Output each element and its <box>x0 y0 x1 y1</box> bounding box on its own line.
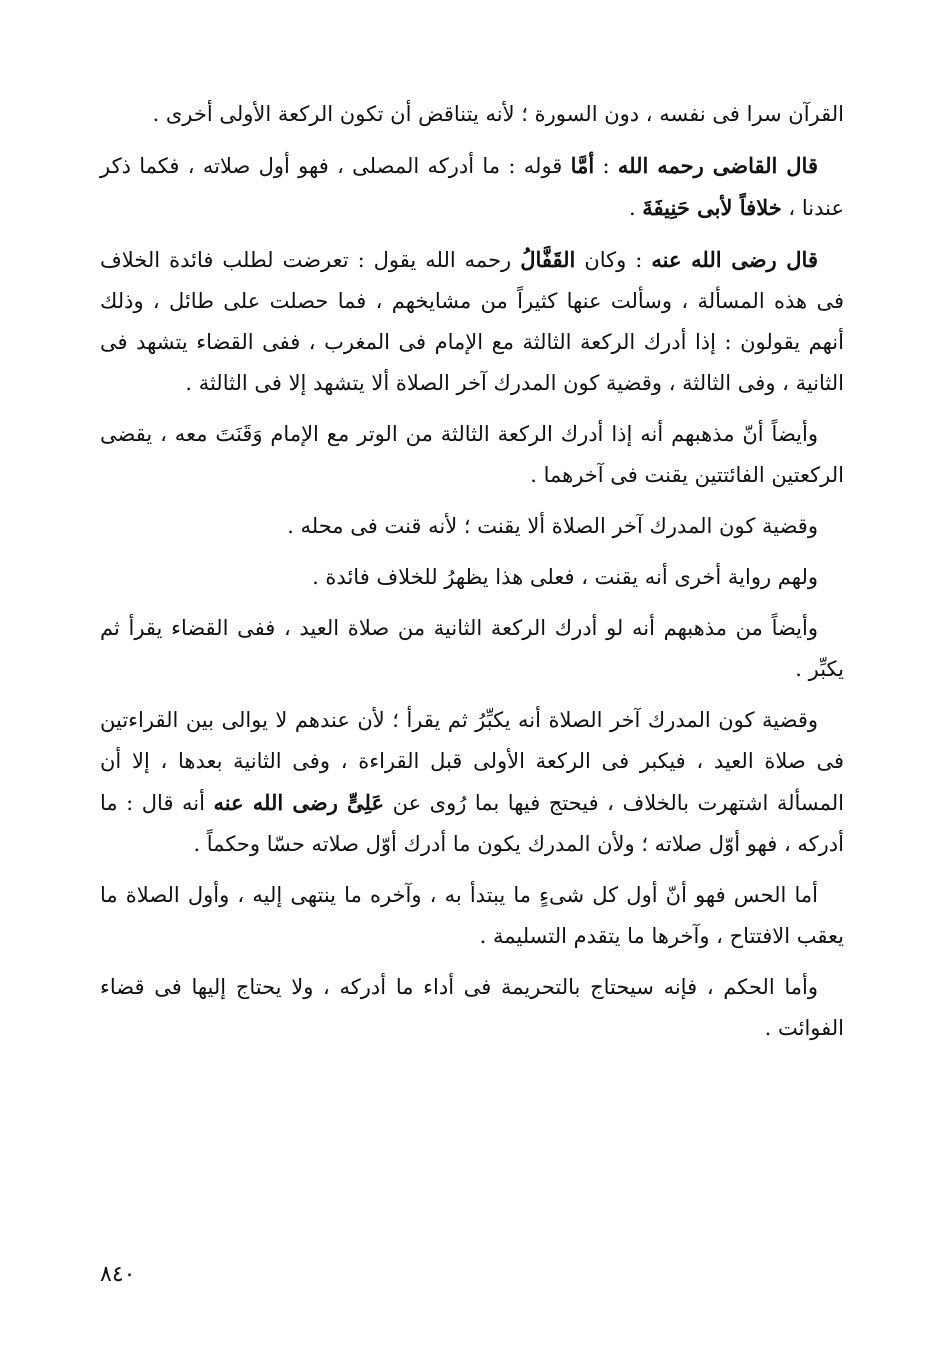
text-segment: أما الحس فهو أنّ أول كل شىءٍ ما يبتدأ به ، وآخره ما ينتهى إليه ، وأول الصلاة ما يعقب الافتتاح ، وآخرها ما يتقدم التسليمة . <box>100 883 844 948</box>
text-segment: القرآن سرا فى نفسه ، دون السورة ؛ لأنه يتناقض أن تكون الركعة الأولى أخرى . <box>152 102 844 126</box>
body-text <box>100 94 844 1059</box>
text-segment: : <box>594 154 618 178</box>
text-segment: رحمه الله يقول : تعرضت لطلب فائدة الخلاف فى هذه المسألة ، وسألت عنها كثيراً من مشايخهم ، فما حصلت على طائل ، وذلك أنهم يقولون : إذا أدرك الركعة الثالثة مع الإمام فى المغرب ، ففى القضاء يتشهد فى الثانية ، وفى الثالثة ، وقضية كون المدرك آخر الصلاة ألا يتشهد إلا فى الثالثة . <box>100 248 844 395</box>
bold-text-segment: قال القاضى رحمه الله <box>617 153 818 178</box>
paragraph <box>100 608 844 690</box>
paragraph <box>100 700 844 865</box>
paragraph <box>100 875 844 957</box>
bold-text-segment: القَفَّالُ <box>520 247 576 272</box>
paragraph <box>100 94 844 135</box>
paragraph <box>100 967 844 1049</box>
text-segment: قوله : ما أدركه المصلى ، فهو أول صلاته ، فكما ذكر عندنا ، <box>100 154 844 220</box>
bold-text-segment: خلافاً لأبى حَنِيفَةَ <box>642 195 782 220</box>
text-segment: وأما الحكم ، فإنه سيحتاج بالتحريمة فى أداء ما أدركه ، ولا يحتاج إليها فى قضاء الفوائت . <box>100 975 844 1040</box>
text-segment: وأيضاً من مذهبهم أنه لو أدرك الركعة الثانية من صلاة العيد ، ففى القضاء يقرأ ثم يكبِّر . <box>100 616 844 681</box>
paragraph <box>100 145 844 229</box>
text-segment: وقضية كون المدرك آخر الصلاة أنه يكبِّرُ ثم يقرأ ؛ لأن عندهم لا يوالى بين القراءتين فى صلاة العيد ، فيكبر فى الركعة الأولى قبل القراءة ، وفى الثانية بعدها ، إلا أن المسألة اشتهرت بالخلاف ، فيحتج فيها بما رُوى عن <box>100 708 844 815</box>
text-segment: وقضية كون المدرك آخر الصلاة ألا يقنت ؛ لأنه قنت فى محله . <box>287 514 818 538</box>
paragraph <box>100 239 844 404</box>
text-segment: . <box>628 196 643 220</box>
bold-text-segment: قال رضى الله عنه <box>651 247 818 272</box>
bold-text-segment: عَلِىٍّ رضى الله عنه <box>213 790 385 815</box>
text-segment: ولهم رواية أخرى أنه يقنت ، فعلى هذا يظهرُ للخلاف فائدة . <box>312 565 818 589</box>
text-segment: وأيضاً أنّ مذهبهم أنه إذا أدرك الركعة الثالثة من الوتر مع الإمام وَقَنَتَ معه ، يقضى الركعتين الفائتتين يقنت فى آخرهما . <box>100 422 844 487</box>
paragraph <box>100 557 844 598</box>
text-segment: أنه قال : ما أدركه ، فهو أوّل صلاته ؛ ولأن المدرك يكون ما أدرك أوّل صلاته حسّا وحكماً . <box>100 791 844 856</box>
bold-text-segment: أمَّا <box>570 153 595 178</box>
text-segment: : وكان <box>575 248 652 272</box>
paragraph <box>100 414 844 496</box>
paragraph <box>100 506 844 547</box>
page-number: ٨٤٠ <box>100 1262 136 1287</box>
